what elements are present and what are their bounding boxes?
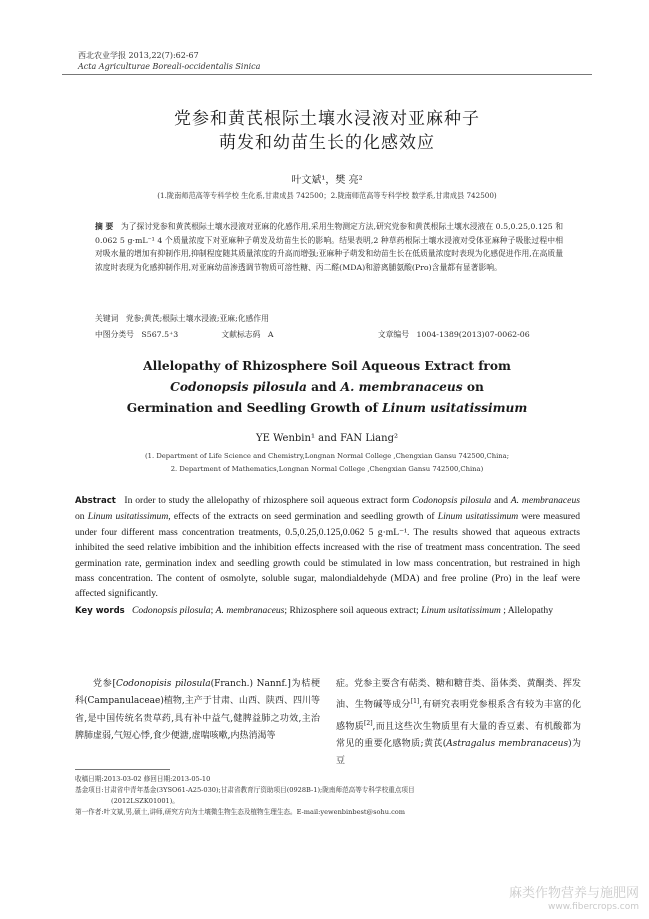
body-species: Codonopisis pilosula: [115, 679, 211, 689]
title-cn: [62, 107, 592, 155]
keyword-species: Linum usitatissimum: [421, 604, 501, 616]
abstract-en-species: Codonopsis pilosula: [412, 495, 492, 506]
title-en-on: on: [462, 380, 484, 394]
abstract-en-text: and: [491, 495, 511, 506]
abstract-en-species: A. membranaceus: [510, 495, 580, 506]
abstract-en-text: were measured under four different mass concentration treatments, 0.5,0.25,0.125,0.062 5 g·mL⁻¹. The results showed that aqueous extracts inhibited the seed relative imbibition and the inhibition effects increased with the rise of treatment mass concentration. The seed germination rate, germination index and seedling growth could be stimulated in low mass concentration, but restrained in high mass concentration. The content of osmolyte, soluble sugar, malondialdehyde (MDA) and free proline (Pro) in the leaf were affected significantly.: [75, 511, 580, 600]
body-text: ,而且这些次生物质里有大量的香豆素、有机酸都为常见的重要化感物质;黄芪(: [336, 721, 581, 749]
body-right-column: [336, 676, 581, 770]
received-date: 收稿日期:2013-03-02 修回日期:2013-05-10: [75, 775, 211, 783]
journal-citation-cn: 西北农业学报 2013,22(7):62-67: [78, 51, 199, 60]
authors-cn: 叶文斌¹，樊 亮²: [291, 175, 363, 186]
title-en-line3-text: Germination and Seedling Growth of: [126, 401, 383, 415]
abstract-cn: [95, 220, 563, 274]
affiliation-cn: (1.陇南师范高等专科学校 生化系,甘肃成县 742500；2.陇南师范高等专科学校 数学系,甘肃成县 742500): [157, 191, 497, 200]
header-rule: [62, 74, 592, 75]
body-text: (Franch.) Nannf.]为桔梗科(Campanulaceae)植物,主产于甘肃、山西、陕西、四川等省,是中国传统名贵草药,具有补中益气,健脾益肺之功效,主治脾肺虚弱,气短心悸,食少便溏,虚喘咳嗽,内热消渴等: [75, 679, 320, 741]
abstract-en-text: In order to study the allelopathy of rhizosphere soil aqueous extract form: [124, 495, 413, 506]
doc-code-value: A: [267, 330, 274, 339]
abstract-en-text: on: [75, 511, 88, 523]
watermark-cn: 麻类作物营养与施肥网: [508, 886, 639, 901]
affiliation-en: [62, 450, 592, 476]
classification-cn: [95, 329, 563, 340]
clc-label: 中图分类号: [95, 330, 134, 339]
clc-value: S567.5⁺3: [141, 330, 179, 339]
keywords-en: [75, 603, 580, 619]
keyword-species: A. membranaceus: [215, 604, 285, 616]
body-text: 症。党参主要含有萜类、糖和糖苷类、甾体类、黄酮类、挥发油、生物碱等成分: [336, 679, 581, 711]
title-cn-line1: 党参和黄芪根际土壤水浸液对亚麻种子: [174, 109, 480, 129]
keywords-cn-label: 关键词: [95, 314, 119, 323]
article-number-value: 1004-1389(2013)07-0062-06: [416, 330, 530, 339]
abstract-en-text: , effects of the extracts on seed germination and seedling growth of: [168, 511, 438, 523]
title-en: [62, 356, 592, 419]
title-en-species2: A. membranaceus: [340, 380, 463, 394]
title-en-line2: [62, 377, 592, 398]
abstract-en: [75, 493, 580, 619]
journal-header: [78, 50, 260, 72]
keyword-sep: ;: [210, 604, 216, 616]
fund-info: 基金项目:甘肃省中青年基金(3YSO61-A25-030);甘肃省教育厅资助项目(0928B-1);陇南师范高等专科学校重点项目: [75, 786, 415, 794]
affiliation-en-line2: 2. Department of Mathematics,Longnan Normal College ,Chengxian Gansu 742500,China): [170, 465, 484, 473]
article-number-label: 文章编号: [377, 330, 410, 339]
abstract-en-label: Abstract: [75, 496, 116, 506]
doc-code-label: 文献标志码: [221, 330, 261, 339]
title-cn-line2: 萌发和幼苗生长的化感效应: [219, 133, 435, 153]
body-left-column: [75, 676, 320, 745]
first-author-info: 第一作者:叶文斌,男,硕士,讲师,研究方向为土壤微生物生态及植物生理生态。E-mail:yewenbinbest@sohu.com: [75, 808, 405, 816]
abstract-cn-label: 摘 要: [95, 222, 114, 231]
title-en-and: and: [306, 380, 341, 394]
keyword-text: ; Allelopathy: [500, 604, 554, 616]
keywords-en-label: Key words: [75, 605, 125, 616]
abstract-cn-text: 为了探讨党参和黄芪根际土壤水浸液对亚麻的化感作用,采用生物测定方法,研究党参和黄芪根际土壤水浸液在 0.5,0.25,0.125 和 0.062 5 g·mL⁻¹ 4 个质量浓度下对亚麻种子萌发及幼苗生长的影响。结果表明,2 种草药根际土壤水浸液对受体亚麻种子吸胀过程中相对吸水量的增加有抑制作用,抑制程度随其质量浓度的升高而增强;亚麻种子萌发和幼苗生长在低质量浓度时表现为化感促进作用,在高质量浓度时表现为化感抑制作用,对亚麻幼苗渗透调节物质可溶性糖、丙二醛(MDA)和游离脯氨酸(Pro)含量都有显著影响。: [95, 222, 564, 272]
body-text: 党参[: [93, 679, 116, 689]
title-en-species3: Linum usitatissimum: [382, 401, 528, 415]
body-text: )为豆: [336, 738, 581, 767]
keyword-text: ; Rhizosphere soil aqueous extract;: [284, 604, 422, 616]
citation-ref: [1]: [410, 698, 420, 706]
keywords-cn-text: 党参;黄芪;根际土壤水浸液;亚麻;化感作用: [125, 314, 269, 323]
watermark: [509, 886, 639, 913]
fund-info-cont: (2012LSZK01001)。: [111, 797, 179, 805]
title-en-line1: Allelopathy of Rhizosphere Soil Aqueous Extract from: [143, 359, 511, 373]
affiliation-en-line1: (1. Department of Life Science and Chemistry,Longnan Normal College ,Chengxian Gansu 742500,China;: [145, 452, 509, 460]
title-en-line3: [62, 398, 592, 419]
abstract-en-species: Linum usitatissimum: [87, 511, 169, 523]
body-species: Astragalus membranaceus: [446, 738, 569, 749]
footnote-rule: [75, 769, 170, 770]
title-en-species1: Codonopsis pilosula: [170, 380, 307, 394]
footnotes: [75, 774, 580, 818]
body-text: ,有研究表明党参根系含有较为丰富的化感物质: [336, 700, 581, 732]
keywords-cn: [95, 313, 563, 324]
watermark-url: www.fibercrops.com: [548, 902, 639, 912]
abstract-en-species: Linum usitatissimum: [437, 511, 519, 523]
citation-ref: [2]: [364, 719, 373, 727]
authors-en: YE Wenbin¹ and FAN Liang²: [256, 433, 398, 444]
keyword-species: Codonopsis pilosula: [131, 604, 211, 616]
journal-name-en: Acta Agriculturae Boreali-occidentalis Sinica: [78, 62, 261, 71]
